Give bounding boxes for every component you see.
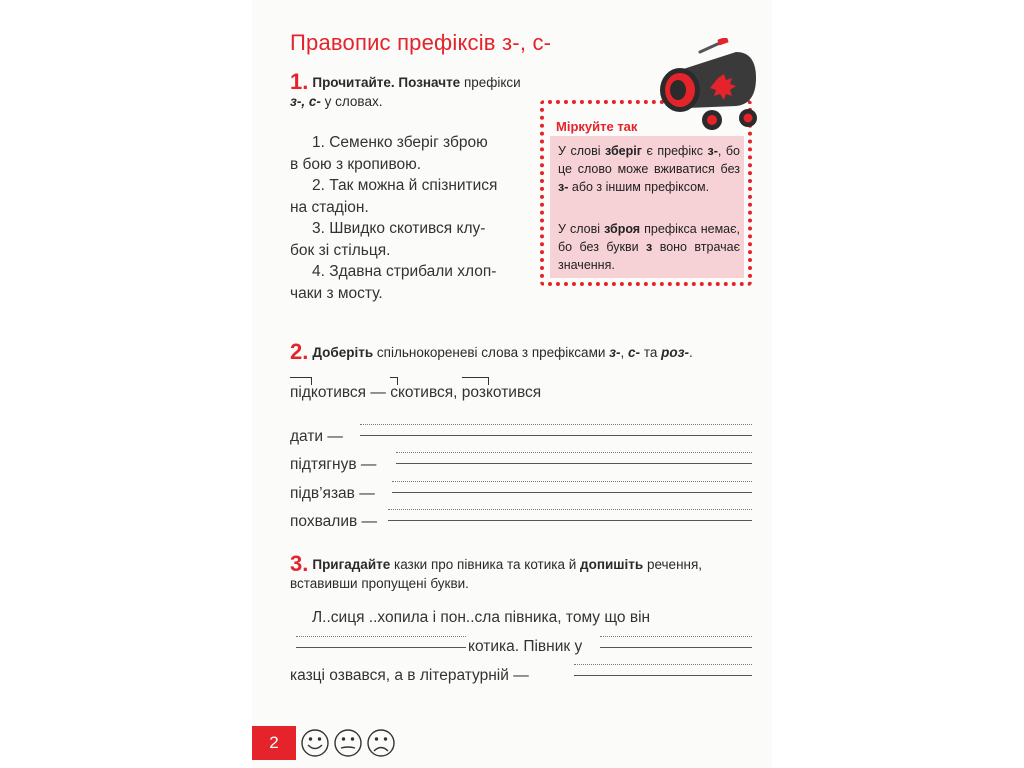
think-box-paragraph-1: У слові зберіг є префікс з-, бо це слово може вживатися без з- або з іншим префіксом. — [558, 144, 740, 194]
sentence-line: 2. Так можна й спізнитися — [312, 177, 498, 194]
sentence-line: 1. Семенко зберіг зброю — [312, 134, 488, 151]
story-line-2: котика. Півник у — [468, 638, 583, 655]
writing-line[interactable] — [388, 509, 752, 521]
writing-line[interactable] — [360, 424, 752, 436]
writing-line[interactable] — [574, 664, 752, 676]
sentence-line: 3. Швидко скотився клу- — [312, 220, 486, 237]
sentence-line: на стадіон. — [290, 198, 369, 216]
example-word: розкотився — [462, 384, 541, 401]
answer-row-label: дати — — [290, 428, 343, 445]
answer-row-label: підтягнув — — [290, 456, 377, 473]
exercise-1-rest-2: у словах. — [320, 94, 383, 109]
writing-line[interactable] — [392, 481, 752, 493]
exercise-2-task: 2. Доберіть спільнокореневі слова з префіксами з-, с- та роз-. — [290, 339, 693, 364]
exercise-1-rest: префікси — [460, 75, 521, 90]
exercise-3-verb-recall: Пригадайте — [312, 557, 391, 572]
neutral-face-icon[interactable] — [335, 730, 361, 756]
exercise-1-verb-read: Прочитайте. — [312, 75, 395, 90]
answer-row-label: похвалив — — [290, 513, 378, 530]
story-line-1: Л..сиця ..хопила і пон..сла півника, тому що він — [312, 609, 651, 626]
workbook-page — [252, 0, 772, 768]
think-box-heading: Міркуйте так — [556, 119, 638, 134]
example-word: скотився — [390, 384, 453, 401]
sentence-line: в бою з кропивою. — [290, 155, 422, 173]
example-word: підкотився — [290, 384, 366, 401]
page-number: 2 — [252, 726, 296, 760]
exercise-1-sentences — [290, 132, 518, 304]
exercise-2-number: 2. — [290, 339, 309, 364]
writing-line[interactable] — [296, 636, 466, 648]
answer-row-label: підв’язав — — [290, 485, 375, 502]
story-line-3: казці озвався, а в літературній — — [290, 667, 529, 684]
writing-line[interactable] — [396, 452, 752, 464]
self-assessment-smileys — [300, 726, 396, 760]
writing-line[interactable] — [600, 636, 752, 648]
page-title: Правопис префіксів з-, с- — [290, 30, 552, 55]
exercise-1-verb-mark: Позначте — [398, 75, 461, 90]
exercise-1-prefixes: з-, с- — [290, 94, 321, 109]
happy-face-icon[interactable] — [302, 730, 328, 756]
sentence-line: 4. Здавна стрибали хлоп- — [312, 263, 497, 280]
sad-face-icon[interactable] — [368, 730, 394, 756]
exercise-1-task — [290, 69, 550, 111]
sentence-line: бок зі стільця. — [290, 241, 391, 259]
think-box-paragraph-2: У слові зброя префікса немає, бо без букви з воно втрачає значення. — [558, 222, 740, 272]
exercise-3-verb-complete: допишіть — [580, 557, 644, 572]
exercise-3-number: 3. — [290, 551, 309, 576]
sentence-line: чаки з мосту. — [290, 284, 383, 302]
cannon-icon — [652, 38, 764, 134]
exercise-3-task: 3. Пригадайте казки про півника та котика й допишіть речення, вставивши пропущені букви. — [290, 551, 703, 591]
exercise-2-verb: Доберіть — [312, 345, 374, 360]
exercise-2-example: підкотився — скотився, розкотився — [290, 384, 541, 402]
exercise-1-number: 1. — [290, 69, 309, 94]
